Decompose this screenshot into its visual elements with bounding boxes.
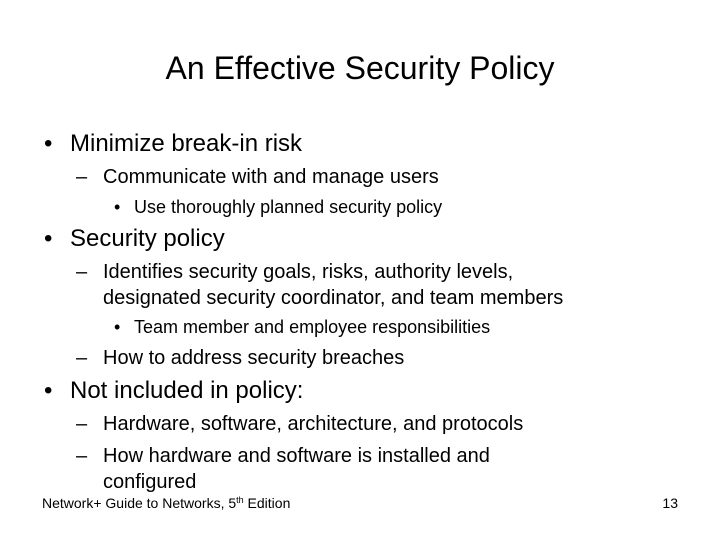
- sub-bullet-marker: –: [76, 166, 88, 188]
- bullet-security-policy: Security policy: [70, 225, 225, 252]
- sub-bullet-identifies-line1: Identifies security goals, risks, authority levels,: [103, 261, 514, 283]
- sub-bullet-marker: –: [76, 347, 88, 369]
- sub-bullet-marker: –: [76, 413, 88, 435]
- sub-sub-bullet-marker: •: [114, 317, 121, 337]
- sub-bullet-hardware-software: Hardware, software, architecture, and protocols: [103, 413, 524, 435]
- bullet-minimize-risk: Minimize break-in risk: [70, 130, 303, 157]
- sub-sub-bullet-responsibilities: Team member and employee responsibilities: [134, 317, 491, 337]
- sub-bullet-installed-line1: How hardware and software is installed and: [103, 445, 490, 467]
- sub-bullet-communicate: Communicate with and manage users: [103, 166, 439, 188]
- bullet-not-included: Not included in policy:: [70, 377, 304, 404]
- sub-bullet-identifies-line2: designated security coordinator, and team members: [103, 287, 564, 309]
- sub-bullet-breaches: How to address security breaches: [103, 347, 405, 369]
- bullet-marker: •: [44, 377, 53, 404]
- sub-bullet-installed-line2: configured: [103, 471, 197, 493]
- sub-bullet-marker: –: [76, 261, 88, 283]
- sub-bullet-marker: –: [76, 445, 88, 467]
- sub-sub-bullet-marker: •: [114, 197, 121, 217]
- bullet-marker: •: [44, 225, 53, 252]
- footer-page-number: 13: [662, 495, 678, 511]
- sub-sub-bullet-planned-policy: Use thoroughly planned security policy: [134, 197, 443, 217]
- footer-book-superscript: th: [236, 495, 244, 505]
- bullet-marker: •: [44, 130, 53, 157]
- slide-title: An Effective Security Policy: [165, 50, 555, 86]
- footer-book-prefix: Network+ Guide to Networks, 5: [42, 495, 237, 511]
- footer-book-title: [42, 494, 290, 512]
- footer-book-suffix: Edition: [243, 495, 291, 511]
